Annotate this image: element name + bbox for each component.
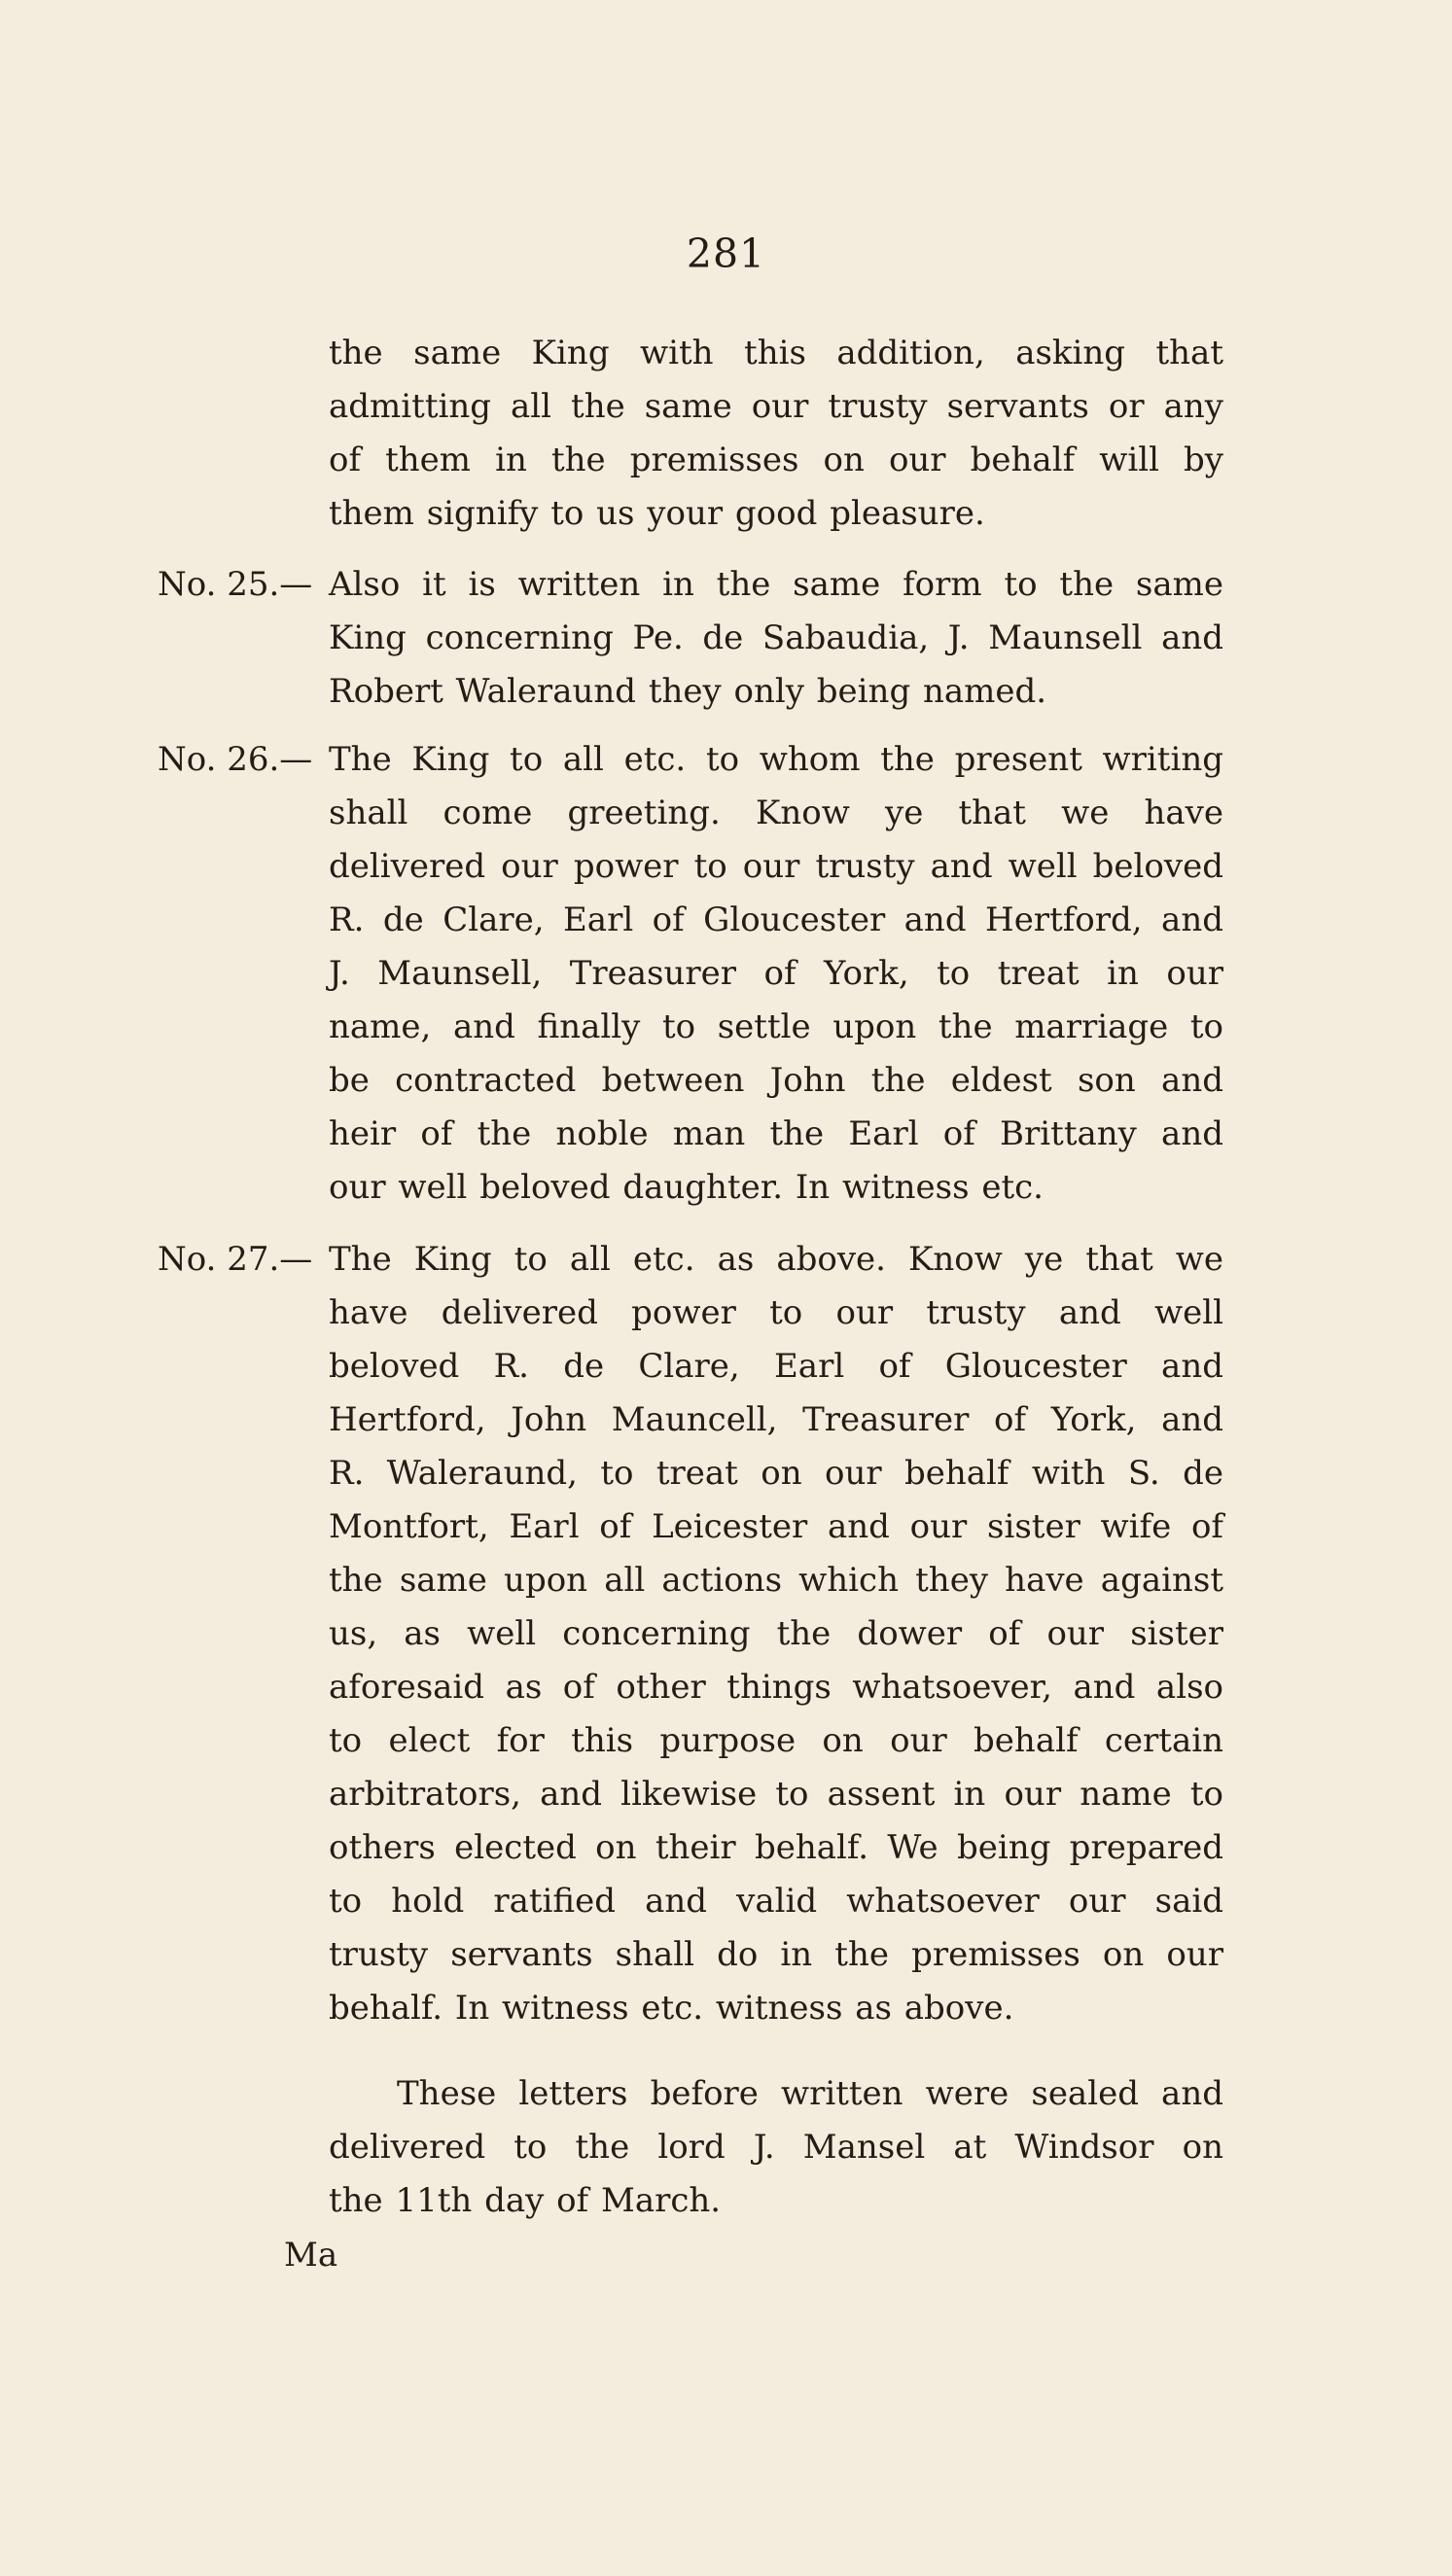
entry-line: arbitrators, and likewise to assent in our name to — [329, 1775, 1223, 1814]
entry-number: No. 26.— — [158, 740, 313, 779]
entry-line: shall come greeting. Know ye that we have — [329, 794, 1223, 832]
intro-line: them signify to us your good pleasure. — [329, 494, 985, 533]
entry-line: our well beloved daughter. In witness etc. — [329, 1168, 1044, 1207]
entry-line: heir of the noble man the Earl of Brittany and — [329, 1114, 1223, 1153]
catchword: Ma — [284, 2236, 338, 2275]
entry-line: behalf. In witness etc. witness as above. — [329, 1989, 1014, 2028]
closing-line: the 11th day of March. — [329, 2181, 722, 2220]
entry-line: others elected on their behalf. We being prepared — [329, 1828, 1223, 1867]
entry-line: us, as well concerning the dower of our sister — [329, 1614, 1223, 1653]
entry-line: King concerning Pe. de Sabaudia, J. Maunsell and — [329, 618, 1223, 657]
entry-line: delivered our power to our trusty and well beloved — [329, 847, 1223, 886]
intro-line: admitting all the same our trusty servants or any — [329, 387, 1223, 426]
entry-number: No. 27.— — [158, 1240, 313, 1279]
closing-line: These letters before written were sealed and — [397, 2074, 1223, 2113]
entry-line: trusty servants shall do in the premisses on our — [329, 1935, 1223, 1974]
entry-line: J. Maunsell, Treasurer of York, to treat in our — [329, 954, 1223, 993]
entry-line: R. Waleraund, to treat on our behalf with S. de — [329, 1454, 1223, 1493]
closing-line: delivered to the lord J. Mansel at Windsor on — [329, 2128, 1223, 2167]
entry-line: name, and finally to settle upon the marriage to — [329, 1007, 1223, 1046]
entry-line: have delivered power to our trusty and well — [329, 1293, 1223, 1332]
entry-line: the same upon all actions which they have against — [329, 1561, 1223, 1600]
entry-line: to hold ratified and valid whatsoever our said — [329, 1882, 1223, 1921]
intro-line: the same King with this addition, asking that — [329, 334, 1223, 372]
entry-line: The King to all etc. as above. Know ye that we — [329, 1240, 1223, 1279]
entry-line: The King to all etc. to whom the present writing — [329, 740, 1223, 779]
entry-line: to elect for this purpose on our behalf certain — [329, 1721, 1223, 1760]
entry-line: Robert Waleraund they only being named. — [329, 672, 1047, 711]
entry-line: aforesaid as of other things whatsoever, and also — [329, 1668, 1223, 1707]
entry-line: beloved R. de Clare, Earl of Gloucester and — [329, 1347, 1223, 1386]
intro-line: of them in the premisses on our behalf will by — [329, 441, 1223, 479]
entry-line: R. de Clare, Earl of Gloucester and Hertford, and — [329, 900, 1223, 939]
entry-line: be contracted between John the eldest son and — [329, 1061, 1223, 1100]
entry-line: Also it is written in the same form to the same — [329, 565, 1223, 604]
entry-line: Hertford, John Mauncell, Treasurer of York, and — [329, 1400, 1223, 1439]
page-number: 281 — [686, 230, 766, 277]
entry-line: Montfort, Earl of Leicester and our sister wife of — [329, 1507, 1223, 1546]
entry-number: No. 25.— — [158, 565, 313, 604]
